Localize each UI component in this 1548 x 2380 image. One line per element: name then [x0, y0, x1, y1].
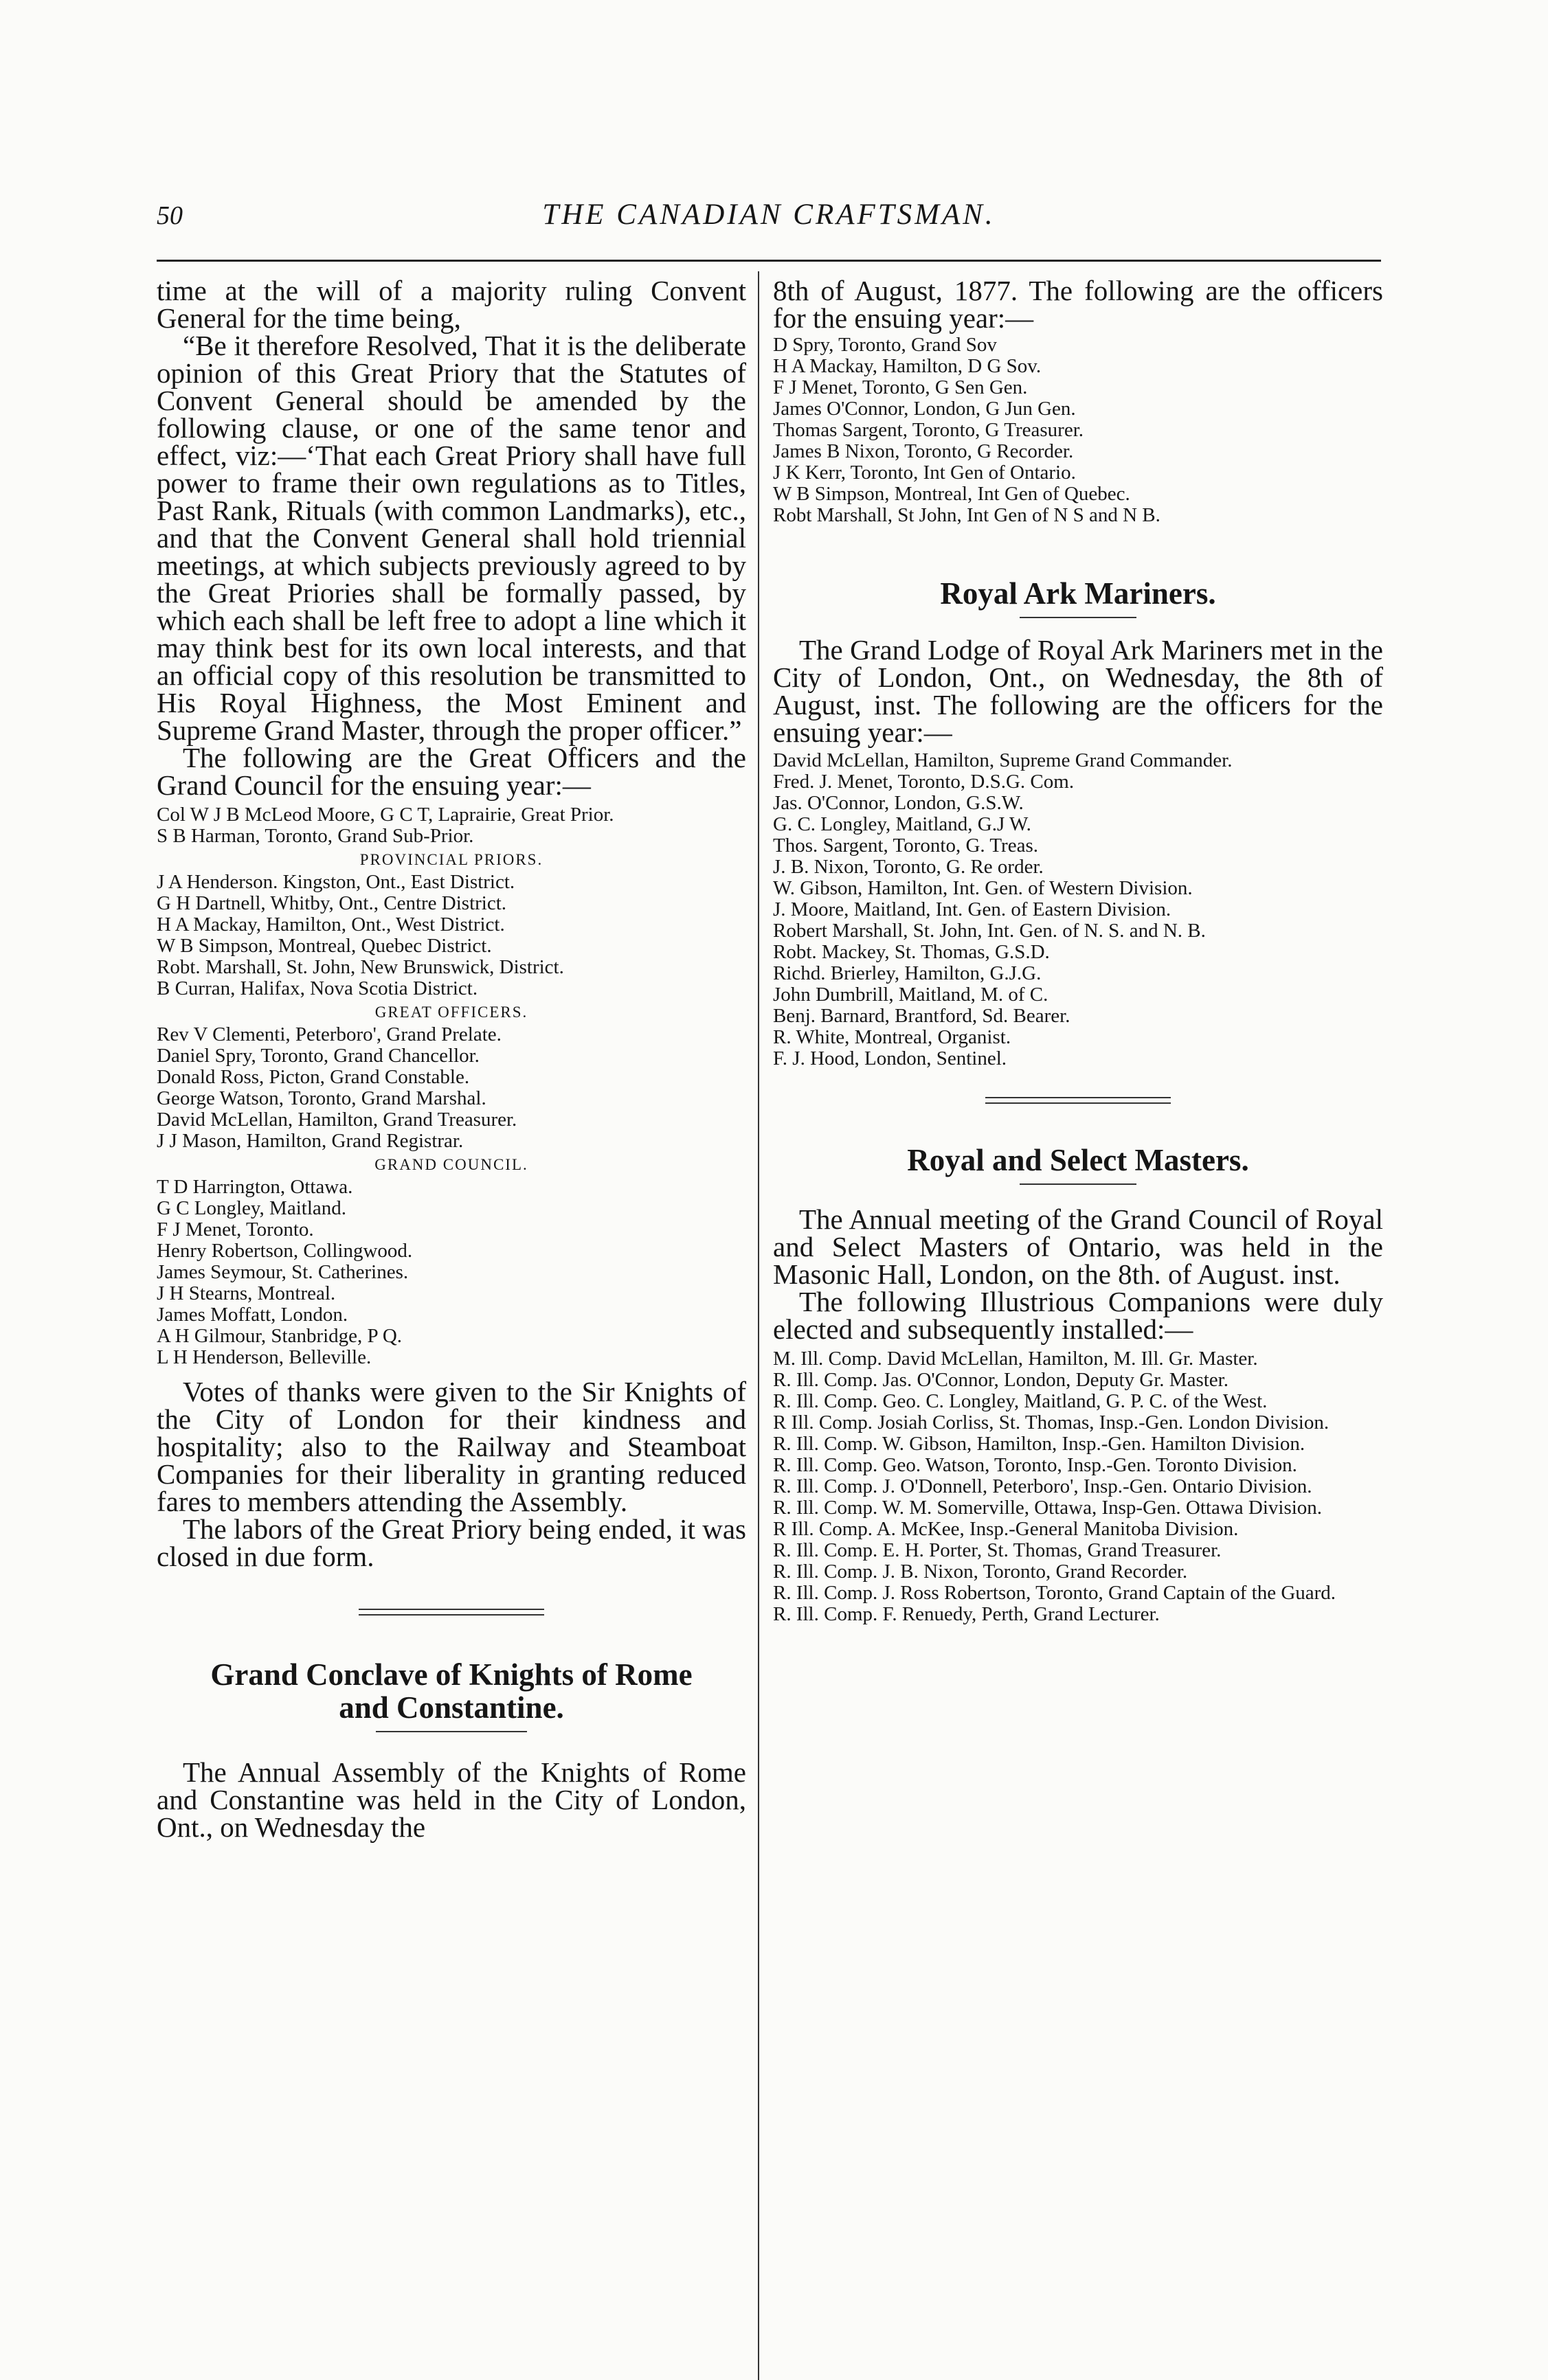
list-item: Benj. Barnard, Brantford, Sd. Bearer.: [773, 1005, 1070, 1027]
list-item: R. Ill. Comp. J. O'Donnell, Peterboro', Insp.-Gen. Ontario Division.: [773, 1475, 1312, 1497]
section-title-royal-ark-mariners: Royal Ark Mariners.: [940, 576, 1216, 611]
great-officers-list: [157, 1024, 746, 1152]
paragraph: time at the will of a majority ruling Convent General for the time being,: [157, 275, 746, 334]
list-item: F J Menet, Toronto, G Sen Gen.: [773, 376, 1028, 398]
list-item: B Curran, Halifax, Nova Scotia District.: [157, 977, 478, 999]
list-item: W. Gibson, Hamilton, Int. Gen. of Western Division.: [773, 877, 1193, 899]
subheading-provincial-priors: PROVINCIAL PRIORS.: [359, 851, 543, 868]
list-item: F J Menet, Toronto.: [157, 1219, 314, 1240]
list-item: Thos. Sargent, Toronto, G. Treas.: [773, 835, 1038, 857]
list-item: T D Harrington, Ottawa.: [157, 1176, 353, 1198]
paragraph: The Annual meeting of the Grand Council of Royal and Select Masters of Ontario, was held in the Masonic Hall, London, on the 8th. of August. inst.: [773, 1203, 1383, 1290]
list-item: G. C. Longley, Maitland, G.J W.: [773, 813, 1031, 835]
subheading-great-officers: GREAT OFFICERS.: [374, 1004, 528, 1021]
list-item: James O'Connor, London, G Jun Gen.: [773, 398, 1076, 420]
list-item: J H Stearns, Montreal.: [157, 1282, 336, 1304]
list-item: R Ill. Comp. Josiah Corliss, St. Thomas, Insp.-Gen. London Division.: [773, 1412, 1330, 1433]
list-item: W B Simpson, Montreal, Int Gen of Quebec.: [773, 483, 1130, 505]
list-item: R. Ill. Comp. J. Ross Robertson, Toronto, Grand Captain of the Guard.: [773, 1582, 1336, 1604]
list-item: J A Henderson. Kingston, Ont., East District.: [157, 871, 515, 893]
list-item: Jas. O'Connor, London, G.S.W.: [773, 792, 1024, 814]
list-item: L H Henderson, Belleville.: [157, 1346, 372, 1368]
select-officers-list: [773, 1348, 1383, 1625]
paragraph: 8th of August, 1877. The following are the officers for the ensuing year:—: [773, 275, 1383, 334]
list-item: Henry Robertson, Collingwood.: [157, 1240, 413, 1262]
list-item: James B Nixon, Toronto, G Recorder.: [773, 440, 1074, 462]
paragraph: The labors of the Great Priory being ended, it was closed in due form.: [157, 1513, 746, 1572]
paragraph: The following Illustrious Companions were duly elected and subsequently installed:—: [773, 1286, 1383, 1345]
page-number: 50: [157, 201, 183, 230]
paragraph-resolution: “Be it therefore Resolved, That it is the deliberate opinion of this Great Priory that the Statutes of Convent General should be amended by the following clause, or one of the same tenor and effect, viz:—‘That each Great Priory shall have full power to frame their own regulations as to Titles, Past Rank, Rituals (with common Landmarks), etc., and that the Convent General shall hold triennial meetings, at which subjects previously agreed to by the Great Priories shall be formally passed, by which each shall be left free to adopt a line which it may think best for its own local interests, and that an official copy of this resolution be transmitted to His Royal Highness, the Most Eminent and Supreme Grand Master, through the proper officer.”: [157, 330, 746, 746]
list-item: R. White, Montreal, Organist.: [773, 1026, 1011, 1048]
provincial-priors-list: [157, 872, 746, 999]
section-divider: [355, 1609, 548, 1616]
list-item: David McLellan, Hamilton, Supreme Grand Commander.: [773, 749, 1233, 771]
paragraph: The Annual Assembly of the Knights of Rome and Constantine was held in the City of London, Ont., on Wednesday the: [157, 1756, 746, 1843]
list-item: James Seymour, St. Catherines.: [157, 1261, 409, 1283]
list-item: David McLellan, Hamilton, Grand Treasurer.: [157, 1109, 517, 1131]
list-item: R. Ill. Comp. E. H. Porter, St. Thomas, Grand Treasurer.: [773, 1539, 1222, 1561]
title-rule: [376, 1731, 527, 1732]
list-item: R. Ill. Comp. F. Renuedy, Perth, Grand Lecturer.: [773, 1603, 1160, 1625]
paragraph: The Grand Lodge of Royal Ark Mariners met in the City of London, Ont., on Wednesday, the 8th of August, inst. The following are the officers for the ensuing year:—: [773, 634, 1383, 748]
right-column: [773, 277, 1383, 1625]
list-item: Robt. Marshall, St. John, New Brunswick, District.: [157, 956, 564, 978]
list-item: H A Mackay, Hamilton, Ont., West District.: [157, 914, 505, 936]
page-header: [157, 194, 1381, 235]
list-item: R. Ill. Comp. Geo. Watson, Toronto, Insp.-Gen. Toronto Division.: [773, 1454, 1297, 1476]
knights-officers-list: [773, 335, 1383, 526]
header-rule: [157, 260, 1381, 262]
list-item: R. Ill. Comp. W. M. Somerville, Ottawa, Insp-Gen. Ottawa Division.: [773, 1497, 1323, 1519]
list-item: R. Ill. Comp. W. Gibson, Hamilton, Insp.-Gen. Hamilton Division.: [773, 1433, 1305, 1455]
grand-council-list: [157, 1177, 746, 1368]
list-item: R. Ill. Comp. Geo. C. Longley, Maitland, G. P. C. of the West.: [773, 1390, 1268, 1412]
list-item: J. B. Nixon, Toronto, G. Re order.: [773, 856, 1044, 878]
list-item: R. Ill. Comp. Jas. O'Connor, London, Deputy Gr. Master.: [773, 1369, 1229, 1391]
list-item: A H Gilmour, Stanbridge, P Q.: [157, 1325, 403, 1347]
list-item: Fred. J. Menet, Toronto, D.S.G. Com.: [773, 771, 1075, 793]
paragraph: The following are the Great Officers and the Grand Council for the ensuing year:—: [157, 742, 746, 801]
list-item: Robt Marshall, St John, Int Gen of N S and N B.: [773, 504, 1160, 526]
subheading-grand-council: GRAND COUNCIL.: [374, 1156, 528, 1173]
paragraph: Votes of thanks were given to the Sir Knights of the City of London for their kindness and hospitality; also to the Railway and Steamboat Companies for their liberality in granting reduced fares to members attending the Assembly.: [157, 1376, 746, 1517]
list-item: Daniel Spry, Toronto, Grand Chancellor.: [157, 1045, 480, 1067]
list-item: H A Mackay, Hamilton, D G Sov.: [773, 355, 1042, 377]
ark-officers-list: [773, 750, 1383, 1069]
list-item: Rev V Clementi, Peterboro', Grand Prelate.: [157, 1023, 502, 1045]
title-rule: [1020, 1183, 1136, 1185]
list-item: R. Ill. Comp. J. B. Nixon, Toronto, Grand Recorder.: [773, 1561, 1188, 1583]
list-item: S B Harman, Toronto, Grand Sub-Prior.: [157, 825, 474, 847]
list-item: J. Moore, Maitland, Int. Gen. of Eastern Division.: [773, 898, 1171, 920]
column-divider: [758, 271, 759, 2380]
list-item: R Ill. Comp. A. McKee, Insp.-General Manitoba Division.: [773, 1518, 1239, 1540]
list-item: Thomas Sargent, Toronto, G Treasurer.: [773, 419, 1084, 441]
double-rule: [985, 1097, 1171, 1104]
title-rule: [1020, 617, 1136, 618]
list-item: James Moffatt, London.: [157, 1304, 348, 1326]
list-item: G C Longley, Maitland.: [157, 1197, 346, 1219]
list-item: Richd. Brierley, Hamilton, G.J.G.: [773, 962, 1042, 984]
double-rule: [359, 1609, 544, 1616]
section-divider: [982, 1097, 1174, 1104]
list-item: G H Dartnell, Whitby, Ont., Centre District.: [157, 892, 507, 914]
list-item: J K Kerr, Toronto, Int Gen of Ontario.: [773, 462, 1076, 484]
list-item: W B Simpson, Montreal, Quebec District.: [157, 935, 492, 957]
list-item: F. J. Hood, London, Sentinel.: [773, 1047, 1007, 1069]
officer-list: [157, 804, 746, 847]
list-item: J J Mason, Hamilton, Grand Registrar.: [157, 1130, 464, 1152]
list-item: M. Ill. Comp. David McLellan, Hamilton, M. Ill. Gr. Master.: [773, 1348, 1258, 1370]
list-item: Robert Marshall, St. John, Int. Gen. of N. S. and N. B.: [773, 920, 1206, 942]
running-title: THE CANADIAN CRAFTSMAN.: [542, 199, 996, 231]
list-item: Robt. Mackey, St. Thomas, G.S.D.: [773, 941, 1050, 963]
section-title-knights-of-rome: Grand Conclave of Knights of Rome and Constantine.: [210, 1657, 693, 1725]
left-column: [157, 277, 746, 1841]
list-item: John Dumbrill, Maitland, M. of C.: [773, 984, 1048, 1006]
list-item: D Spry, Toronto, Grand Sov: [773, 334, 997, 356]
list-item: Donald Ross, Picton, Grand Constable.: [157, 1066, 470, 1088]
list-item: Col W J B McLeod Moore, G C T, Laprairie, Great Prior.: [157, 804, 614, 826]
section-title-royal-select-masters: Royal and Select Masters.: [907, 1143, 1249, 1177]
list-item: George Watson, Toronto, Grand Marshal.: [157, 1087, 486, 1109]
